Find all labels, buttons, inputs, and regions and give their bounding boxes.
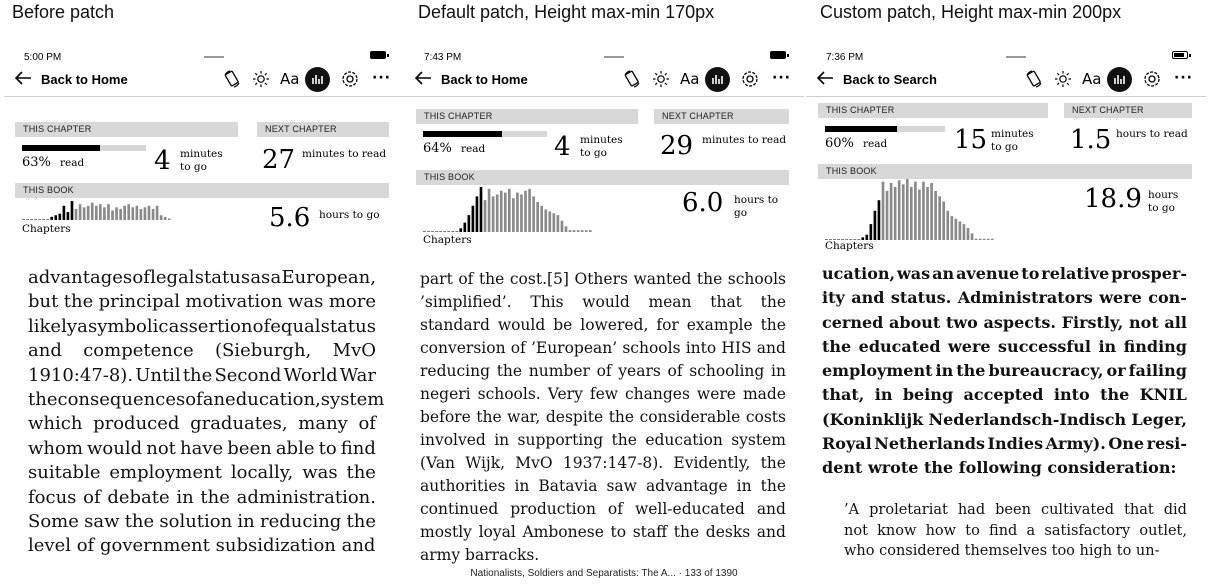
chapter-bar (127, 204, 130, 220)
chapter-bar (902, 184, 905, 240)
next-chapter-header: NEXT CHAPTER (654, 109, 789, 124)
back-arrow-icon[interactable] (816, 70, 834, 86)
text-line: level of government subsidization and (28, 535, 376, 557)
chapter-bar (528, 189, 531, 232)
this-book-header: THIS BOOK (416, 170, 789, 185)
read-label: read (863, 138, 888, 150)
chapter-bar (544, 210, 547, 233)
chapter-bar (431, 231, 434, 232)
status-notch (604, 56, 624, 58)
caption-default-patch: Default patch, Height max-min 170px (418, 2, 715, 22)
chapter-bar (95, 206, 98, 220)
chapter-bar (512, 198, 515, 232)
stats-icon[interactable] (305, 67, 330, 92)
back-arrow-icon[interactable] (14, 70, 32, 86)
chapter-bar (468, 215, 471, 232)
minutes-label: minutes (580, 134, 623, 146)
hours-label: hours to go (319, 209, 380, 221)
chapter-bar (99, 204, 102, 220)
chapter-bar (890, 183, 893, 240)
chapter-bar (50, 217, 53, 220)
chapters-axis-label: Chapters (22, 223, 71, 235)
toolbar-divider (404, 96, 804, 97)
chapter-bar (480, 187, 483, 232)
text-line: ’A proletariat had been cultivated that did (844, 502, 1187, 518)
chapter-progress-bar (825, 126, 945, 132)
chapter-bar (585, 230, 588, 232)
chapter-bar (451, 231, 454, 232)
status-bar (18, 50, 390, 64)
text-line: ity and status. Administrators were con- (822, 288, 1187, 308)
text-line: likely a symbolic assertion of equal status (28, 315, 376, 337)
quote-text (844, 500, 1187, 562)
chapter-bar (561, 221, 564, 232)
text-line: and competence (Sieburgh, MvO (28, 340, 376, 362)
chapter-bar (152, 209, 155, 220)
toolbar (404, 64, 804, 96)
chapter-bar (898, 180, 901, 240)
caption-custom-patch: Custom patch, Height max-min 200px (820, 2, 1122, 22)
text-line: Some saw the solution in reducing the (28, 511, 376, 533)
chapter-bar (540, 206, 543, 232)
chapter-bar (71, 201, 74, 220)
chapter-bar (500, 191, 503, 232)
text-line: the educated were successful in finding (822, 336, 1187, 356)
chapter-progress-bar (22, 145, 146, 151)
chapter-bar (123, 206, 126, 220)
to-go-label: to go (580, 147, 607, 159)
hours-label: hours to (734, 194, 779, 206)
chapter-bar (955, 219, 958, 240)
hours-label: hours (1148, 189, 1179, 201)
chapter-bar (34, 219, 37, 220)
chapter-bar (918, 190, 921, 240)
back-to-home-button[interactable]: Back to Home (441, 72, 528, 87)
more-icon[interactable]: ··· (1174, 70, 1193, 86)
text-line: 1910:47-8). Until the Second World War (28, 364, 376, 386)
to-go-label: to go (180, 161, 207, 173)
toolbar (4, 64, 404, 96)
text-line: that, in being accepted into the KNIL (822, 385, 1187, 405)
settings-icon[interactable] (1142, 69, 1162, 89)
text-line: before the war, despite the considerable costs (420, 408, 786, 426)
chapter-bar (878, 200, 881, 240)
status-time: 5:00 PM (24, 52, 62, 63)
chapter-bar (463, 223, 466, 232)
chapter-bar (959, 221, 962, 240)
chapter-bar (131, 207, 134, 220)
chapter-bar (963, 224, 966, 240)
text-line: employment in the bureaucracy, or failing (822, 361, 1187, 381)
chapter-minutes-value: 4 (154, 146, 171, 176)
status-notch (1006, 56, 1026, 58)
chapter-bar (573, 230, 576, 232)
chapter-bar (979, 239, 982, 240)
chapter-bar (934, 191, 937, 240)
toolbar-divider (806, 96, 1206, 97)
chapter-bar (938, 196, 941, 240)
book-hours-value: 5.6 (269, 203, 311, 233)
caption-before-patch: Before patch (12, 2, 115, 22)
chapter-bar (930, 183, 933, 240)
chapter-bar (882, 182, 885, 240)
hours-label-line2: to go (1148, 202, 1175, 214)
chapter-bar (577, 230, 580, 232)
text-line: part of the cost.[5] Others wanted the schools (420, 270, 786, 288)
chapter-bar (942, 202, 945, 240)
chapter-progress-bar (423, 131, 547, 137)
chapter-bar (103, 207, 106, 220)
next-chapter-header: NEXT CHAPTER (257, 122, 389, 137)
chapter-bar (447, 231, 450, 232)
rotate-icon[interactable] (222, 69, 242, 89)
hours-label-line2: go (734, 207, 748, 219)
battery-icon (370, 51, 386, 59)
chapter-bar (472, 206, 475, 232)
chapter-bar (894, 187, 897, 240)
chapter-progress-fill (22, 145, 100, 151)
chapter-bar (111, 211, 114, 221)
text-line: continued production of well-educated and (420, 500, 786, 518)
book-hours-value: 6.0 (682, 188, 724, 218)
chapter-bar (516, 193, 519, 232)
text-line: not know how to find a satisfactory outlet, (844, 522, 1187, 539)
chapter-bar (455, 231, 458, 232)
text-line: standard would be lowered, for example the (420, 316, 786, 334)
chapter-bar (910, 187, 913, 240)
book-chapters-chart (423, 186, 593, 232)
panel-custom-patch (806, 40, 1206, 586)
font-icon[interactable]: Aa (680, 70, 700, 88)
text-line: involved in supporting the education system (420, 431, 786, 449)
chapter-bar (508, 189, 511, 232)
brightness-icon[interactable] (1053, 69, 1073, 89)
chapter-bar (950, 216, 953, 240)
text-line: dent wrote the following consideration: (822, 458, 1177, 478)
chapter-bar (548, 211, 551, 232)
next-chapter-value: 29 (660, 131, 694, 161)
chapter-bar (140, 209, 143, 220)
chapter-bar (991, 239, 994, 240)
book-chapters-chart (825, 178, 995, 240)
text-line: conversion of ’European’ schools into HIS and (420, 339, 786, 357)
chapter-bar (581, 230, 584, 232)
settings-icon[interactable] (740, 69, 760, 89)
chapter-bar (164, 217, 167, 220)
chapter-bar (504, 193, 507, 232)
chapter-bar (87, 206, 90, 220)
text-line: whom would not have been able to find (28, 437, 376, 459)
chapter-bar (967, 228, 970, 240)
brightness-icon[interactable] (251, 69, 271, 89)
book-footer-page-indicator: Nationalists, Soldiers and Separatists: The A... · 133 of 1390 (470, 568, 738, 579)
text-line: (Van Wijk, MvO 1937:147-8). Evidently, the (420, 454, 786, 472)
chapter-bar (168, 218, 171, 220)
reading-text (28, 266, 385, 559)
chapter-bar (971, 233, 974, 240)
chapter-bar (26, 219, 29, 220)
status-time: 7:36 PM (826, 52, 864, 63)
chapter-bar (520, 195, 523, 233)
chapter-bar (443, 231, 446, 232)
text-line: ’simplified’. This would mean that the (420, 293, 786, 311)
chapter-bar (63, 206, 66, 220)
chapter-bar (75, 209, 78, 220)
chapter-bar (914, 182, 917, 240)
chapter-bar (22, 219, 25, 220)
chapter-bar (926, 187, 929, 240)
chapter-progress-fill (825, 126, 897, 132)
chapter-bar (557, 215, 560, 232)
brightness-icon[interactable] (651, 69, 671, 89)
text-line: cerned about two aspects. Firstly, not all (822, 312, 1187, 332)
next-chapter-label: hours to read (1116, 128, 1188, 140)
chapters-axis-label: Chapters (825, 240, 874, 252)
chapter-progress-fill (423, 131, 502, 137)
chapter-bar (886, 191, 889, 240)
toolbar-divider (4, 96, 404, 97)
chapter-bar (79, 204, 82, 220)
chapters-axis-label: Chapters (423, 234, 472, 246)
chapter-bar (156, 206, 159, 220)
chapter-bar (476, 196, 479, 232)
chapter-bar (946, 211, 949, 240)
battery-charging-icon (1172, 51, 1188, 59)
text-line: authorities in Batavia saw advantage in the (420, 477, 786, 495)
minutes-label: minutes (180, 148, 223, 160)
chapter-bar (30, 219, 33, 220)
chapters-histogram (825, 178, 995, 240)
chapter-bar (38, 219, 41, 220)
chapter-bar (553, 213, 556, 232)
chapter-minutes-value: 15 (954, 125, 988, 155)
chapter-bar (459, 228, 462, 232)
font-icon[interactable]: Aa (280, 70, 300, 88)
battery-icon (770, 51, 786, 59)
text-line: but the principal motivation was more (28, 291, 376, 313)
chapter-bar (144, 207, 147, 220)
text-line: army barracks. (420, 546, 540, 564)
chapter-bar (42, 219, 45, 220)
text-line: who considered themselves too high to un- (844, 543, 1160, 559)
chapter-bar (496, 195, 499, 233)
chapter-bar (435, 231, 438, 232)
reading-text (420, 268, 786, 567)
chapters-histogram (22, 200, 172, 220)
chapter-bar (589, 230, 592, 232)
chapter-bar (524, 191, 527, 232)
chapter-bar (439, 231, 442, 232)
chapter-bar (119, 209, 122, 220)
chapter-bar (874, 211, 877, 240)
chapter-bar (906, 179, 909, 240)
more-icon[interactable]: ··· (772, 70, 791, 86)
chapter-bar (148, 206, 151, 220)
back-to-home-button[interactable]: Back to Home (41, 72, 128, 87)
back-arrow-icon[interactable] (414, 70, 432, 86)
chapter-bar (83, 207, 86, 220)
read-label: read (461, 143, 486, 155)
chapter-bar (532, 196, 535, 232)
text-line: reducing the number of years of schooling in (420, 362, 786, 380)
text-line: ucation, was an avenue to relative prosper- (822, 264, 1187, 283)
chapter-bar (870, 224, 873, 240)
chapter-bar (922, 182, 925, 240)
text-line: mostly loyal Ambonese to staff the desks and (420, 523, 786, 541)
status-notch (204, 56, 224, 58)
chapter-bar (536, 202, 539, 232)
minutes-label: minutes (991, 128, 1034, 140)
next-chapter-label: minutes to read (702, 134, 787, 146)
chapter-bar (569, 230, 572, 232)
font-icon[interactable]: Aa (1082, 70, 1102, 88)
stats-icon[interactable] (1107, 67, 1132, 92)
chapter-bar (58, 214, 61, 220)
this-book-header: THIS BOOK (15, 183, 389, 198)
chapter-bar (136, 206, 139, 220)
chapter-bar (423, 231, 426, 232)
more-icon[interactable]: ··· (372, 70, 391, 86)
to-go-label: to go (991, 141, 1018, 153)
reading-text (822, 262, 1187, 481)
next-chapter-label: minutes to read (302, 148, 387, 160)
chapter-bar (54, 215, 57, 220)
text-line: the consequences of an education, system (28, 389, 385, 411)
chapter-bar (975, 239, 978, 240)
status-bar (418, 50, 790, 64)
toolbar (806, 64, 1206, 96)
panel-before-patch (4, 40, 404, 586)
rotate-icon[interactable] (1024, 69, 1044, 89)
text-line: suitable employment locally, was the (28, 462, 376, 484)
chapter-percent-read: 60% (825, 136, 854, 151)
book-hours-value: 18.9 (1084, 184, 1142, 214)
status-bar (820, 50, 1192, 64)
next-chapter-header: NEXT CHAPTER (1064, 103, 1192, 118)
chapter-bar (983, 239, 986, 240)
text-line: Royal Netherlands Indies Army). One resi- (822, 434, 1187, 454)
text-line: (Koninklijk Nederlandsch-Indisch Leger, (822, 409, 1187, 429)
this-chapter-header: THIS CHAPTER (416, 109, 638, 124)
chapter-minutes-value: 4 (554, 132, 571, 162)
chapter-bar (987, 239, 990, 240)
chapter-bar (107, 204, 110, 220)
text-line: which produced graduates, many of (28, 413, 376, 435)
rotate-icon[interactable] (622, 69, 642, 89)
read-label: read (60, 157, 85, 169)
text-line: negeri schools. Very few changes were made (420, 385, 786, 403)
chapter-bar (160, 215, 163, 220)
next-chapter-value: 27 (262, 145, 296, 175)
chapter-bar (115, 207, 118, 220)
settings-icon[interactable] (340, 69, 360, 89)
next-chapter-value: 1.5 (1070, 125, 1112, 155)
text-line: advantages of legal status as a European, (28, 267, 376, 288)
this-chapter-header: THIS CHAPTER (818, 103, 1048, 118)
book-chapters-chart (22, 200, 172, 220)
chapter-percent-read: 63% (22, 155, 51, 170)
stats-icon[interactable] (705, 67, 730, 92)
status-time: 7:43 PM (424, 52, 462, 63)
back-to-search-button[interactable]: Back to Search (843, 72, 937, 87)
this-chapter-header: THIS CHAPTER (15, 122, 238, 137)
chapter-bar (91, 203, 94, 220)
panel-default-patch (404, 40, 804, 586)
chapters-histogram (423, 186, 593, 232)
chapter-percent-read: 64% (423, 141, 452, 156)
chapter-bar (46, 219, 49, 220)
chapter-bar (565, 226, 568, 232)
chapter-bar (492, 196, 495, 232)
chapter-bar (488, 189, 491, 232)
chapter-bar (484, 200, 487, 232)
this-book-header: THIS BOOK (818, 164, 1192, 179)
chapter-bar (427, 231, 430, 232)
chapter-bar (67, 212, 70, 220)
text-line: focus of debate in the administration. (28, 486, 376, 508)
